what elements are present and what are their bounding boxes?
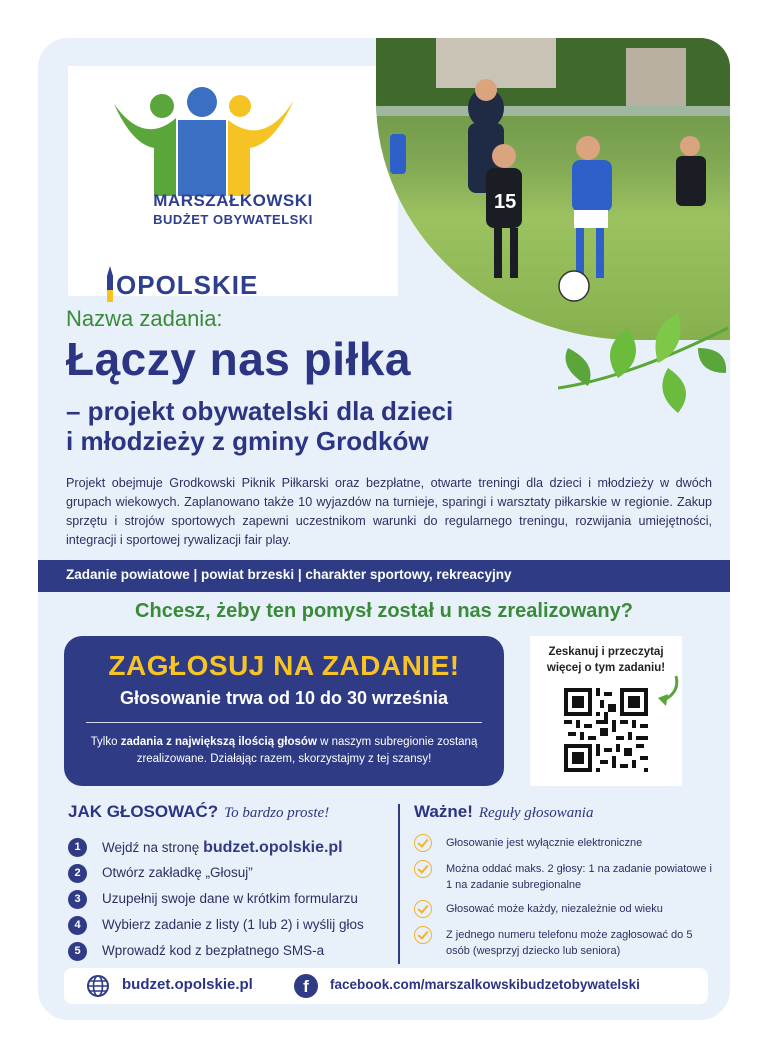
step-text: Wejdź na stronę budzet.opolskie.pl	[102, 839, 343, 856]
vote-dates: Głosowanie trwa od 10 do 30 września	[119, 688, 449, 708]
rule-text: Głosowanie jest wyłącznie elektroniczne	[446, 837, 643, 849]
vote-divider	[86, 722, 482, 723]
vote-title: ZAGŁOSUJ NA ZADANIE!	[108, 650, 460, 681]
footer-bar	[64, 968, 708, 1004]
step-number: 2	[68, 864, 87, 883]
task-category-text: Zadanie powiatowe | powiat brzeski | charakter sportowy, rekreacyjny	[66, 567, 512, 582]
footer-facebook-link[interactable]: facebook.com/marszalkowskibudzetobywatelski	[330, 977, 640, 992]
step-number: 4	[68, 916, 87, 935]
check-icon	[414, 860, 432, 878]
task-label: Nazwa zadania:	[66, 306, 223, 331]
check-icon	[414, 900, 432, 918]
step-number: 3	[68, 890, 87, 909]
step-text: Uzupełnij swoje dane w krótkim formularzu	[102, 891, 358, 906]
football-photo	[376, 38, 730, 340]
logo-line2: BUDŻET OBYWATELSKI	[153, 212, 313, 227]
facebook-icon: f	[294, 974, 318, 998]
qr-caption: Zeskanuj i przeczytaj więcej o tym zadaniu!	[546, 646, 666, 674]
section-divider	[398, 804, 400, 964]
region-wordmark: OPOLSKIE	[116, 270, 259, 300]
globe-icon	[86, 974, 110, 998]
logo-line1: MARSZAŁKOWSKI	[153, 191, 313, 210]
step-number: 5	[68, 942, 87, 961]
logo-figures-icon	[104, 86, 304, 196]
arrow-down-icon	[656, 674, 682, 708]
svg-text:15: 15	[494, 191, 517, 213]
check-icon	[414, 926, 432, 944]
task-subtitle-line1: – projekt obywatelski dla dzieci	[66, 396, 454, 426]
important-title: Ważne! Reguły głosowania	[414, 802, 594, 821]
qr-box	[530, 636, 682, 786]
how-to-vote-title: JAK GŁOSOWAĆ? To bardzo proste!	[68, 802, 330, 821]
qr-code-icon[interactable]	[564, 688, 648, 772]
opolskie-tower-icon	[104, 266, 116, 302]
task-title: Łączy nas piłka	[66, 333, 411, 385]
footer-website-link[interactable]: budzet.opolskie.pl	[122, 976, 253, 993]
vote-note: Tylko zadania z największą ilością głosów w naszym subregionie zostaną zrealizowane. Działając razem, skorzystajmy z tej szansy!	[90, 736, 478, 765]
leaf-decoration-icon	[558, 308, 730, 418]
check-icon	[414, 834, 432, 852]
call-to-action-question: Chcesz, żeby ten pomysł został u nas zrealizowany?	[135, 600, 633, 622]
vote-box	[64, 636, 504, 786]
step-text: Otwórz zakładkę „Głosuj”	[102, 865, 253, 880]
task-subtitle-line2: i młodzieży z gminy Grodków	[66, 426, 429, 456]
poster-card	[38, 38, 730, 1020]
logo-area	[68, 66, 398, 300]
task-description: Projekt obejmuje Grodkowski Piknik Piłkarski oraz bezpłatne, otwarte treningi dla dzieci i młodzieży w dwóch grupach wiekowych. Zaplanowano także 10 wyjazdów na turnieje, sparingi i warsztaty piłkarskie w regionie. Zakup sprzętu i strojów sportowych zapewni uczestnikom warunki do regularnego treningu, rozwijania umiejętności, integracji i sportowej rywalizacji fair play.	[66, 476, 712, 547]
website-link[interactable]: budzet.opolskie.pl	[203, 839, 343, 856]
rule-text: Głosować może każdy, niezależnie od wieku	[446, 903, 663, 915]
step-number: 1	[68, 838, 87, 857]
task-category-band	[38, 560, 730, 592]
step-text: Wprowadź kod z bezpłatnego SMS-a	[102, 943, 325, 958]
rule-text: Można oddać maks. 2 głosy: 1 na zadanie powiatowe i 1 na zadanie subregionalne	[446, 863, 712, 891]
step-text: Wybierz zadanie z listy (1 lub 2) i wyślij głos	[102, 917, 364, 932]
rule-text: Z jednego numeru telefonu może zagłosować do 5 osób (wesprzyj dziecko lub seniora)	[446, 929, 693, 957]
photo-scene-icon	[376, 38, 730, 340]
